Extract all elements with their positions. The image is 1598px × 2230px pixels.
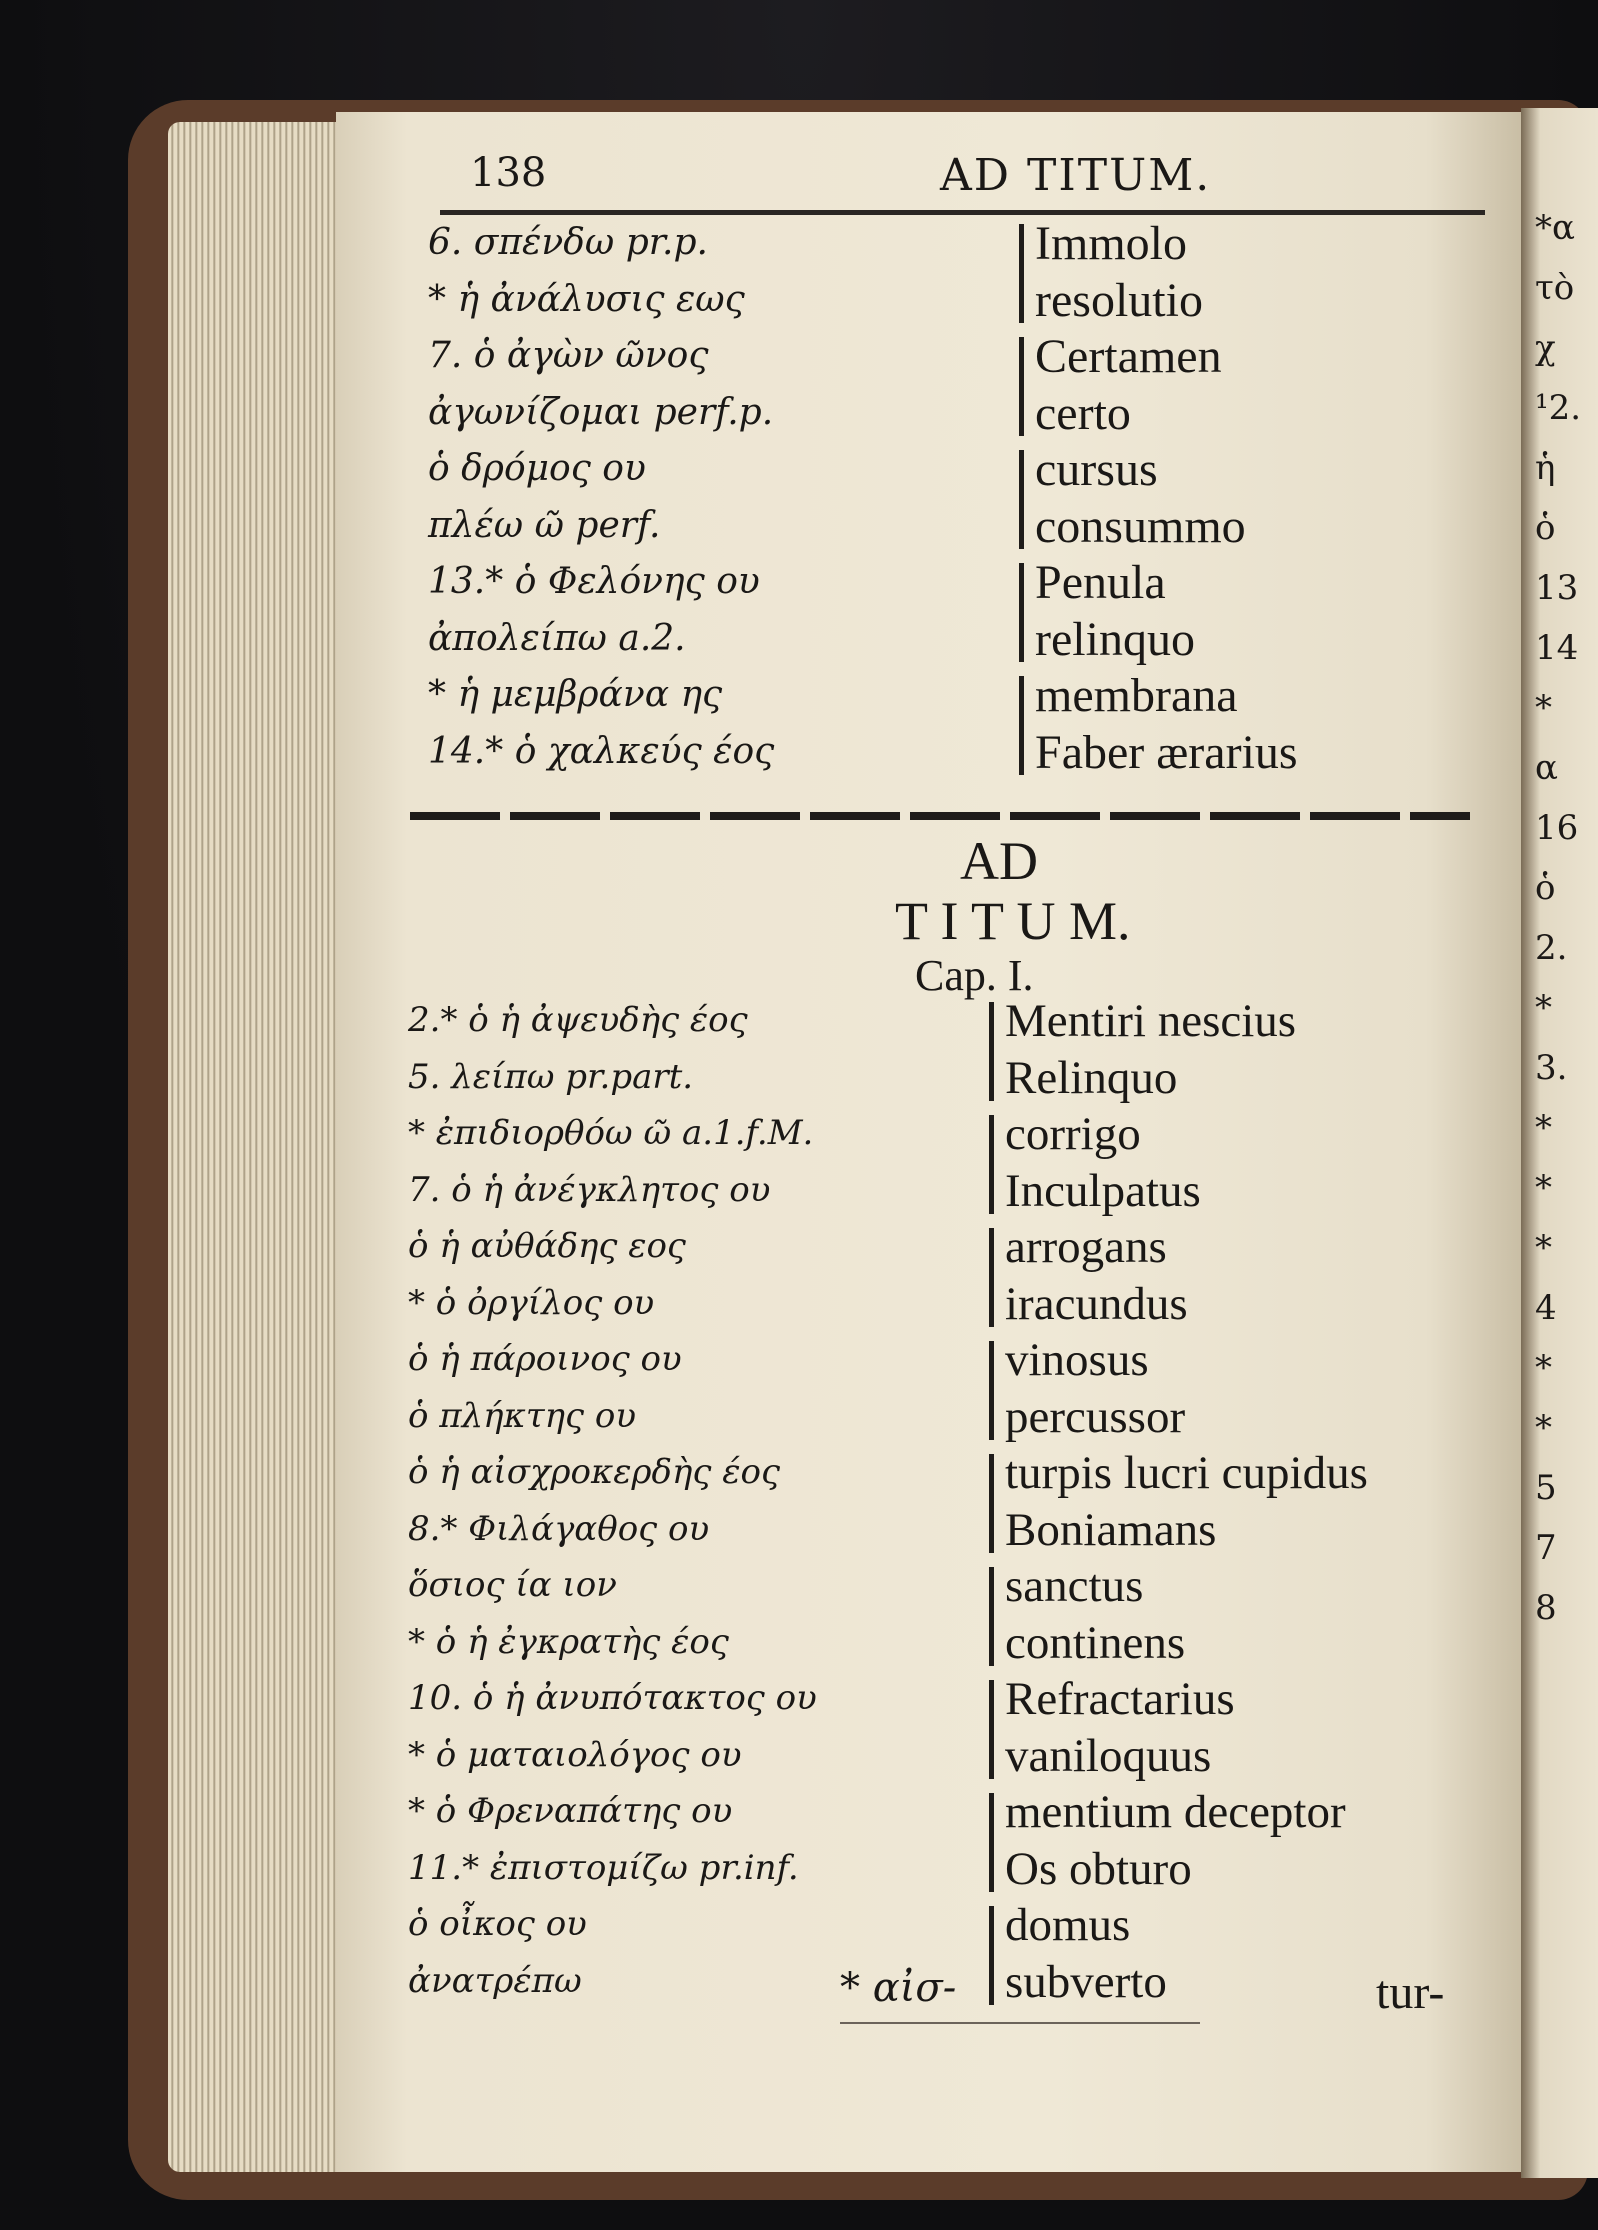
greek-entry: 8.* Φιλάγαθος ου: [408, 1508, 710, 1549]
latin-entry: Boniamans: [1005, 1503, 1217, 1556]
facing-page-fragment: 13: [1535, 568, 1579, 608]
greek-entry: 7. ὁ ἀγὼν ῶνος: [428, 335, 709, 376]
latin-entry: Mentiri nescius: [1005, 995, 1297, 1047]
bracket-bar: [989, 1341, 994, 1440]
bracket-bar: [1019, 563, 1024, 662]
bracket-bar: [1019, 337, 1024, 436]
greek-entry: 6. σπένδω pr.p.: [428, 222, 708, 263]
greek-entry: * ἡ ἀνάλυσις εως: [428, 278, 745, 320]
catchword-underline: [840, 2022, 1200, 2024]
facing-page-fragment: 2.: [1535, 928, 1568, 968]
facing-page-fragment: 3.: [1535, 1048, 1568, 1088]
facing-page-fragment: *: [1535, 1348, 1552, 1388]
greek-entry: * ἡ μεμβράνα ης: [428, 674, 723, 715]
greek-entry: 2.* ὁ ἡ ἀψευδὴς έος: [408, 1000, 748, 1040]
latin-entry: mentium deceptor: [1005, 1786, 1346, 1838]
bracket-bar: [989, 1228, 994, 1327]
latin-entry: cursus: [1035, 443, 1158, 496]
bracket-bar: [989, 1115, 994, 1214]
bracket-bar: [1019, 676, 1024, 775]
greek-entry: ὁ ἡ αἰσχροκερδὴς έος: [408, 1452, 780, 1492]
latin-entry: domus: [1005, 1899, 1131, 1951]
bracket-bar: [989, 1793, 994, 1892]
catchword-latin: tur-: [1376, 1966, 1445, 2019]
latin-entry: relinquo: [1035, 612, 1195, 666]
facing-page-fragment: 16: [1535, 808, 1579, 848]
latin-entry: Os obturo: [1005, 1842, 1192, 1895]
greek-entry: πλέω ῶ perf.: [428, 504, 661, 546]
greek-entry: 7. ὁ ἡ ἀνέγκλητος ου: [408, 1169, 771, 1210]
latin-entry: Penula: [1035, 556, 1166, 609]
greek-entry: ὁ δρόμος ου: [428, 448, 646, 489]
greek-entry: 10. ὁ ἡ ἀνυπότακτος ου: [408, 1678, 817, 1718]
facing-page: [1521, 108, 1598, 2178]
latin-entry: subverto: [1005, 1955, 1167, 2008]
bracket-bar: [1019, 224, 1024, 323]
facing-page-fragment: *: [1535, 1108, 1552, 1148]
facing-page-fragment: *: [1535, 1408, 1552, 1448]
latin-entry: Refractarius: [1005, 1673, 1235, 1725]
facing-page-fragment: 5: [1535, 1468, 1557, 1508]
greek-entry: * ἐπιδιορθόω ῶ a.1.f.M.: [408, 1113, 814, 1153]
latin-entry: Certamen: [1035, 330, 1222, 383]
bracket-bar: [989, 1906, 994, 2005]
bracket-bar: [989, 1002, 994, 1101]
facing-page-fragment: 14: [1535, 628, 1579, 668]
latin-entry: sanctus: [1005, 1560, 1144, 1612]
latin-entry: corrigo: [1005, 1108, 1141, 1160]
latin-entry: membrana: [1035, 669, 1238, 722]
greek-entry: * ὁ Φρεναπάτης ου: [408, 1791, 733, 1831]
facing-page-fragment: ¹2.: [1535, 388, 1582, 428]
bracket-bar: [989, 1680, 994, 1779]
chapter-heading: Cap. I.: [915, 951, 1034, 1000]
facing-page-fragment: 4: [1535, 1288, 1557, 1328]
facing-page-fragment: *: [1535, 988, 1552, 1028]
greek-entry: 14.* ὁ χαλκεύς έος: [428, 730, 775, 772]
latin-entry: arrogans: [1005, 1221, 1167, 1273]
section-heading-titum: T I T U M.: [895, 891, 1131, 951]
greek-entry: ἀνατρέπω: [408, 1960, 582, 2001]
latin-entry: consummo: [1035, 499, 1246, 553]
facing-page-fragment: 7: [1535, 1528, 1557, 1568]
latin-entry: turpis lucri cupidus: [1005, 1447, 1368, 1499]
greek-entry: ἀγωνίζομαι perf.p.: [428, 391, 774, 433]
latin-entry: percussor: [1005, 1390, 1186, 1443]
page-edges: [168, 122, 343, 2172]
greek-entry: 11.* ἐπιστομίζω pr.inf.: [408, 1847, 799, 1888]
latin-entry: Immolo: [1035, 217, 1187, 270]
facing-page-fragment: *: [1535, 1228, 1552, 1268]
facing-page-fragment: ἡ: [1535, 448, 1556, 488]
facing-page-fragment: 8: [1535, 1588, 1557, 1628]
greek-entry: * ὁ ὀργίλος ου: [408, 1282, 655, 1323]
latin-entry: Relinquo: [1005, 1051, 1178, 1104]
latin-entry: vinosus: [1005, 1334, 1149, 1386]
bracket-bar: [1019, 450, 1024, 549]
greek-entry: * ὁ ἡ ἐγκρατὴς έος: [408, 1621, 729, 1662]
facing-page-fragment: *: [1535, 1168, 1552, 1208]
facing-page-fragment: χ: [1535, 328, 1556, 368]
latin-entry: resolutio: [1035, 273, 1203, 327]
greek-entry: 13.* ὁ Φελόνης ου: [428, 561, 760, 602]
section-divider: [410, 812, 1470, 820]
page-number: 138: [470, 150, 547, 196]
greek-entry: ὁ οἶκος ου: [408, 1904, 587, 1944]
greek-entry: ὁ ἡ πάροινος ου: [408, 1339, 682, 1379]
catchword-greek: * αἰσ-: [840, 1965, 957, 2011]
header-rule: [440, 210, 1485, 215]
facing-page-fragment: ὁ: [1535, 508, 1556, 548]
latin-entry: iracundus: [1005, 1277, 1188, 1330]
running-title: AD TITUM.: [940, 150, 1212, 201]
bracket-bar: [989, 1567, 994, 1666]
latin-entry: Inculpatus: [1005, 1164, 1201, 1217]
facing-page-fragment: τὸ: [1535, 268, 1575, 308]
latin-entry: vaniloquus: [1005, 1729, 1212, 1782]
bracket-bar: [989, 1454, 994, 1553]
facing-page-fragment: α: [1535, 748, 1558, 788]
greek-entry: ἀπολείπω a.2.: [428, 617, 686, 659]
latin-entry: Faber ærarius: [1035, 725, 1298, 779]
latin-entry: continens: [1005, 1616, 1186, 1669]
greek-entry: ὅσιος ία ιον: [408, 1565, 617, 1605]
facing-page-fragment: *α: [1535, 208, 1575, 248]
greek-entry: * ὁ ματαιολόγος ου: [408, 1734, 742, 1775]
section-heading-ad: AD: [960, 831, 1038, 891]
facing-page-fragment: *: [1535, 688, 1552, 728]
facing-page-fragment: ὁ: [1535, 868, 1556, 908]
greek-entry: 5. λείπω pr.part.: [408, 1056, 694, 1097]
greek-entry: ὁ ἡ αὐθάδης εος: [408, 1226, 686, 1266]
greek-entry: ὁ πλήκτης ου: [408, 1395, 637, 1436]
latin-entry: certo: [1035, 386, 1131, 440]
